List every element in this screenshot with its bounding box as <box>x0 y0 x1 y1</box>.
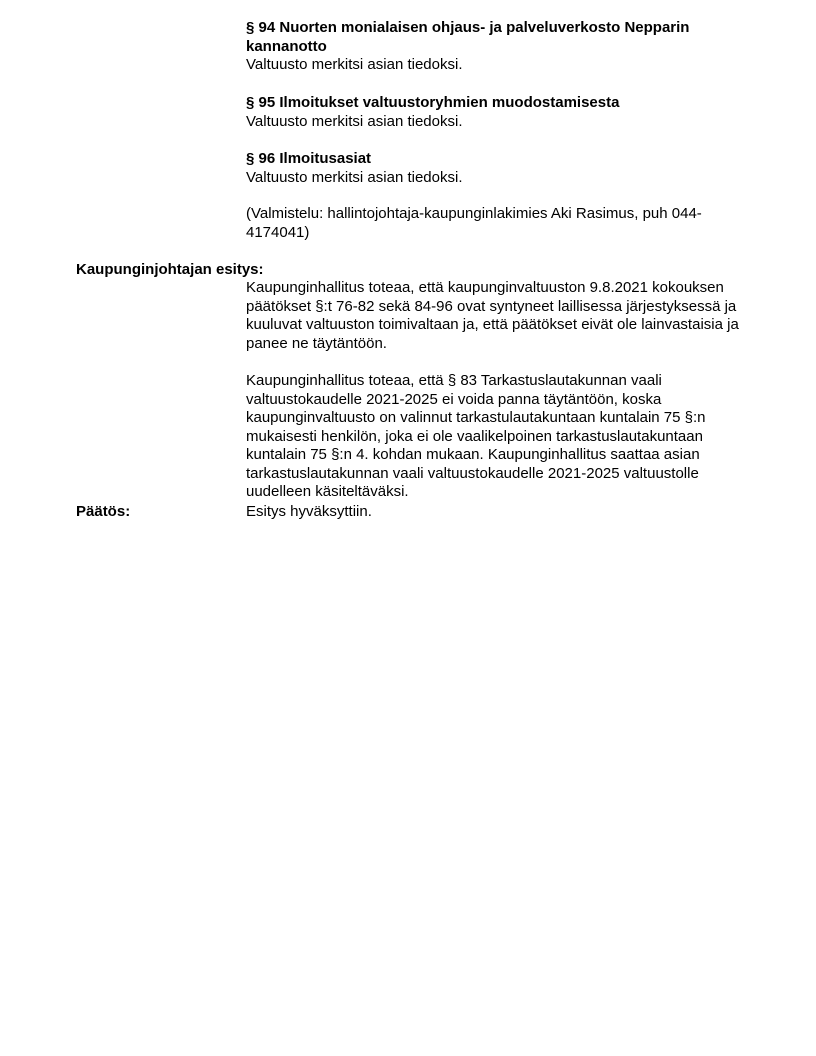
preparer-note <box>246 205 746 242</box>
decision <box>246 503 746 522</box>
section-result: Valtuusto merkitsi asian tiedoksi. <box>246 112 463 130</box>
section-heading: § 95 Ilmoitukset valtuustoryhmien muodostamisesta <box>246 94 620 111</box>
section-result: Valtuusto merkitsi asian tiedoksi. <box>246 56 463 73</box>
proposal-paragraph-text: Kaupunginhallitus toteaa, että kaupunginvaltuuston 9.8.2021 kokouksen päätökset §:t 76-82 sekä 84-96 ovat syntyneet laillisessa järjestyksessä ja kuuluvat valtuuston toimivaltaan ja, että päätökset eivät ole lainvastaisia ja panee ne täytäntöön. <box>246 279 739 352</box>
section-heading: § 96 Ilmoitusasiat <box>246 150 372 167</box>
proposal-paragraph-2 <box>246 372 746 502</box>
section-96 <box>246 150 746 187</box>
section-95 <box>246 94 746 131</box>
preparer-note-text: (Valmistelu: hallintojohtaja-kaupunginlakimies Aki Rasimus, puh 044-4174041) <box>246 205 702 241</box>
decision-label: Päätös: <box>76 503 131 520</box>
decision-text: Esitys hyväksyttiin. <box>246 503 372 520</box>
proposal-paragraph-1 <box>246 279 746 353</box>
section-heading: § 94 Nuorten monialaisen ohjaus- ja palveluverkosto Nepparin kannanotto <box>246 19 690 55</box>
proposal-label: Kaupunginjohtajan esitys: <box>76 261 264 278</box>
section-result: Valtuusto merkitsi asian tiedoksi. <box>246 168 463 186</box>
section-94 <box>246 19 746 75</box>
proposal-paragraph-text: Kaupunginhallitus toteaa, että § 83 Tarkastuslautakunnan vaali valtuustokaudelle 2021-2025 ei voida panna täytäntöön, koska kaupunginvaltuusto on valinnut tarkastulautakuntaan kuntalain 75 §:n mukaisesti henkilön, joka ei ole vaalikelpoinen tarkastuslautakuntaan kuntalain 75 §:n 4. kohdan mukaan. Kaupunginhallitus saattaa asian tarkastuslautakunnan vaali valtuustokaudelle 2021-2025 valtuustolle uudelleen käsiteltäväksi. <box>246 372 706 500</box>
